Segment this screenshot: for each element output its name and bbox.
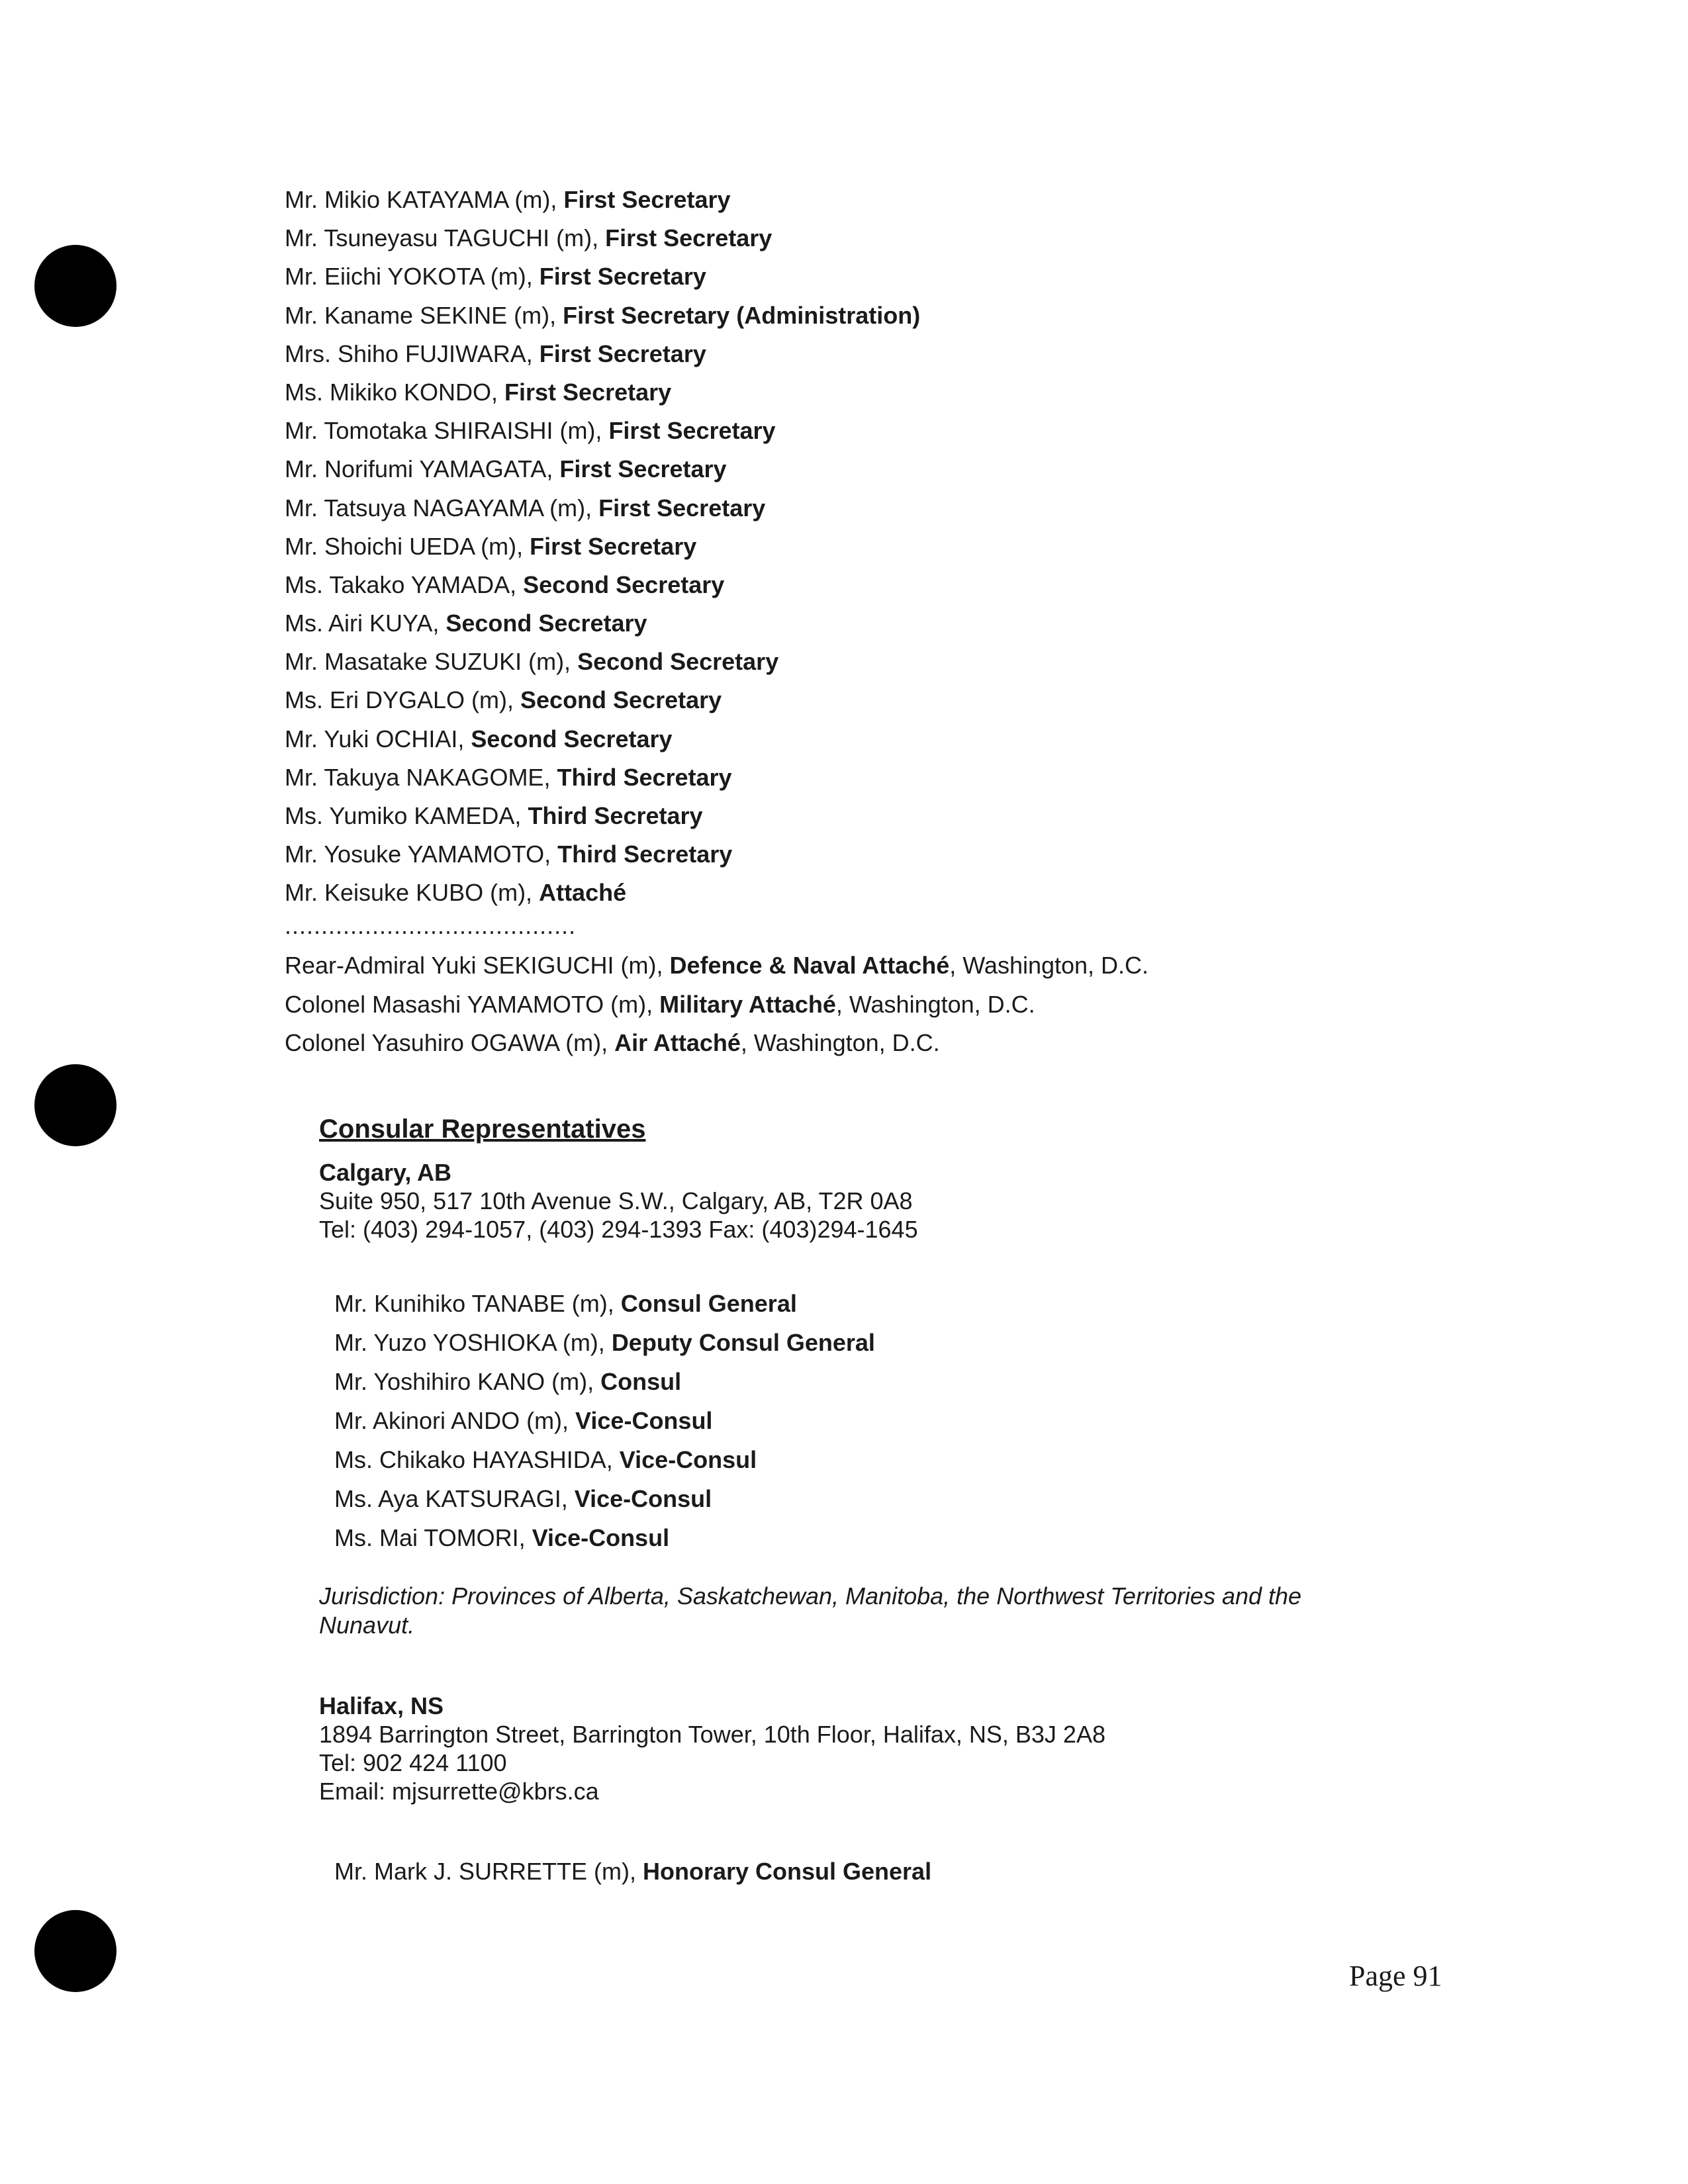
list-item: Mr. Tsuneyasu TAGUCHI (m), First Secretary [285, 224, 773, 252]
list-item: Colonel Masashi YAMAMOTO (m), Military Attaché, Washington, D.C. [285, 990, 1035, 1018]
binder-hole-middle [34, 1064, 117, 1146]
list-item: Mr. Kunihiko TANABE (m), Consul General [334, 1290, 797, 1317]
list-item: Rear-Admiral Yuki SEKIGUCHI (m), Defence & Naval Attaché, Washington, D.C. [285, 952, 1149, 979]
list-item: Ms. Mai TOMORI, Vice-Consul [334, 1524, 670, 1551]
list-item: Ms. Takako YAMADA, Second Secretary [285, 570, 725, 598]
list-item: Mr. Akinori ANDO (m), Vice-Consul [334, 1407, 713, 1434]
calgary-officials-list [334, 1284, 875, 1557]
office-address: Suite 950, 517 10th Avenue S.W., Calgary, AB, T2R 0A8 [319, 1187, 913, 1214]
page-number: Page 91 [1349, 1960, 1442, 1992]
halifax-officials-list [334, 1852, 931, 1891]
consular-representatives-heading: Consular Representatives [319, 1115, 646, 1144]
list-item: Mr. Keisuke KUBO (m), Attaché [285, 879, 627, 907]
list-item: Mr. Eiichi YOKOTA (m), First Secretary [285, 263, 706, 291]
list-item: Ms. Airi KUYA, Second Secretary [285, 610, 647, 637]
list-item: Ms. Eri DYGALO (m), Second Secretary [285, 686, 722, 714]
list-item: Mr. Mark J. SURRETTE (m), Honorary Consul General [334, 1858, 932, 1885]
list-item: Mr. Tomotaka SHIRAISHI (m), First Secretary [285, 417, 776, 445]
list-item: Colonel Yasuhiro OGAWA (m), Air Attaché, Washington, D.C. [285, 1029, 940, 1056]
office-phone: Tel: (403) 294-1057, (403) 294-1393 Fax: (403)294-1645 [319, 1216, 918, 1243]
list-item: Mr. Mikio KATAYAMA (m), First Secretary [285, 186, 731, 213]
list-item: Mr. Kaname SEKINE (m), First Secretary (Administration) [285, 301, 921, 329]
list-item: Mr. Norifumi YAMAGATA, First Secretary [285, 455, 727, 483]
office-phone: Tel: 902 424 1100 [319, 1749, 507, 1776]
office-name: Calgary, AB [319, 1159, 452, 1186]
list-item: Mr. Yuki OCHIAI, Second Secretary [285, 725, 673, 752]
list-item: Mr. Masatake SUZUKI (m), Second Secretary [285, 648, 779, 676]
list-item: Mr. Yoshihiro KANO (m), Consul [334, 1368, 682, 1395]
office-email: Email: mjsurrette@kbrs.ca [319, 1778, 599, 1805]
list-item: Ms. Yumiko KAMEDA, Third Secretary [285, 802, 703, 829]
list-item: Mr. Yosuke YAMAMOTO, Third Secretary [285, 841, 733, 868]
list-item: Ms. Chikako HAYASHIDA, Vice-Consul [334, 1446, 757, 1473]
calgary-jurisdiction: Jurisdiction: Provinces of Alberta, Saskatchewan, Manitoba, the Northwest Territories and the Nunavut. [319, 1582, 1302, 1639]
list-item: Mr. Tatsuya NAGAYAMA (m), First Secretary [285, 494, 766, 522]
calgary-office [319, 1158, 918, 1244]
list-item: Mr. Shoichi UEDA (m), First Secretary [285, 532, 697, 560]
list-item: Mr. Yuzo YOSHIOKA (m), Deputy Consul General [334, 1329, 875, 1356]
list-item: Mr. Takuya NAKAGOME, Third Secretary [285, 763, 732, 791]
list-item: Ms. Mikiko KONDO, First Secretary [285, 378, 672, 406]
attache-list [285, 946, 1149, 1063]
list-item: Ms. Aya KATSURAGI, Vice-Consul [334, 1485, 712, 1512]
binder-hole-bottom [34, 1910, 117, 1992]
list-item: Mrs. Shiho FUJIWARA, First Secretary [285, 340, 706, 367]
office-name: Halifax, NS [319, 1692, 444, 1719]
halifax-office [319, 1692, 1105, 1805]
embassy-staff-list [285, 181, 920, 913]
binder-hole-top [34, 245, 117, 327]
dotted-separator: ........................................ [285, 912, 577, 939]
office-address: 1894 Barrington Street, Barrington Tower, 10th Floor, Halifax, NS, B3J 2A8 [319, 1721, 1105, 1748]
